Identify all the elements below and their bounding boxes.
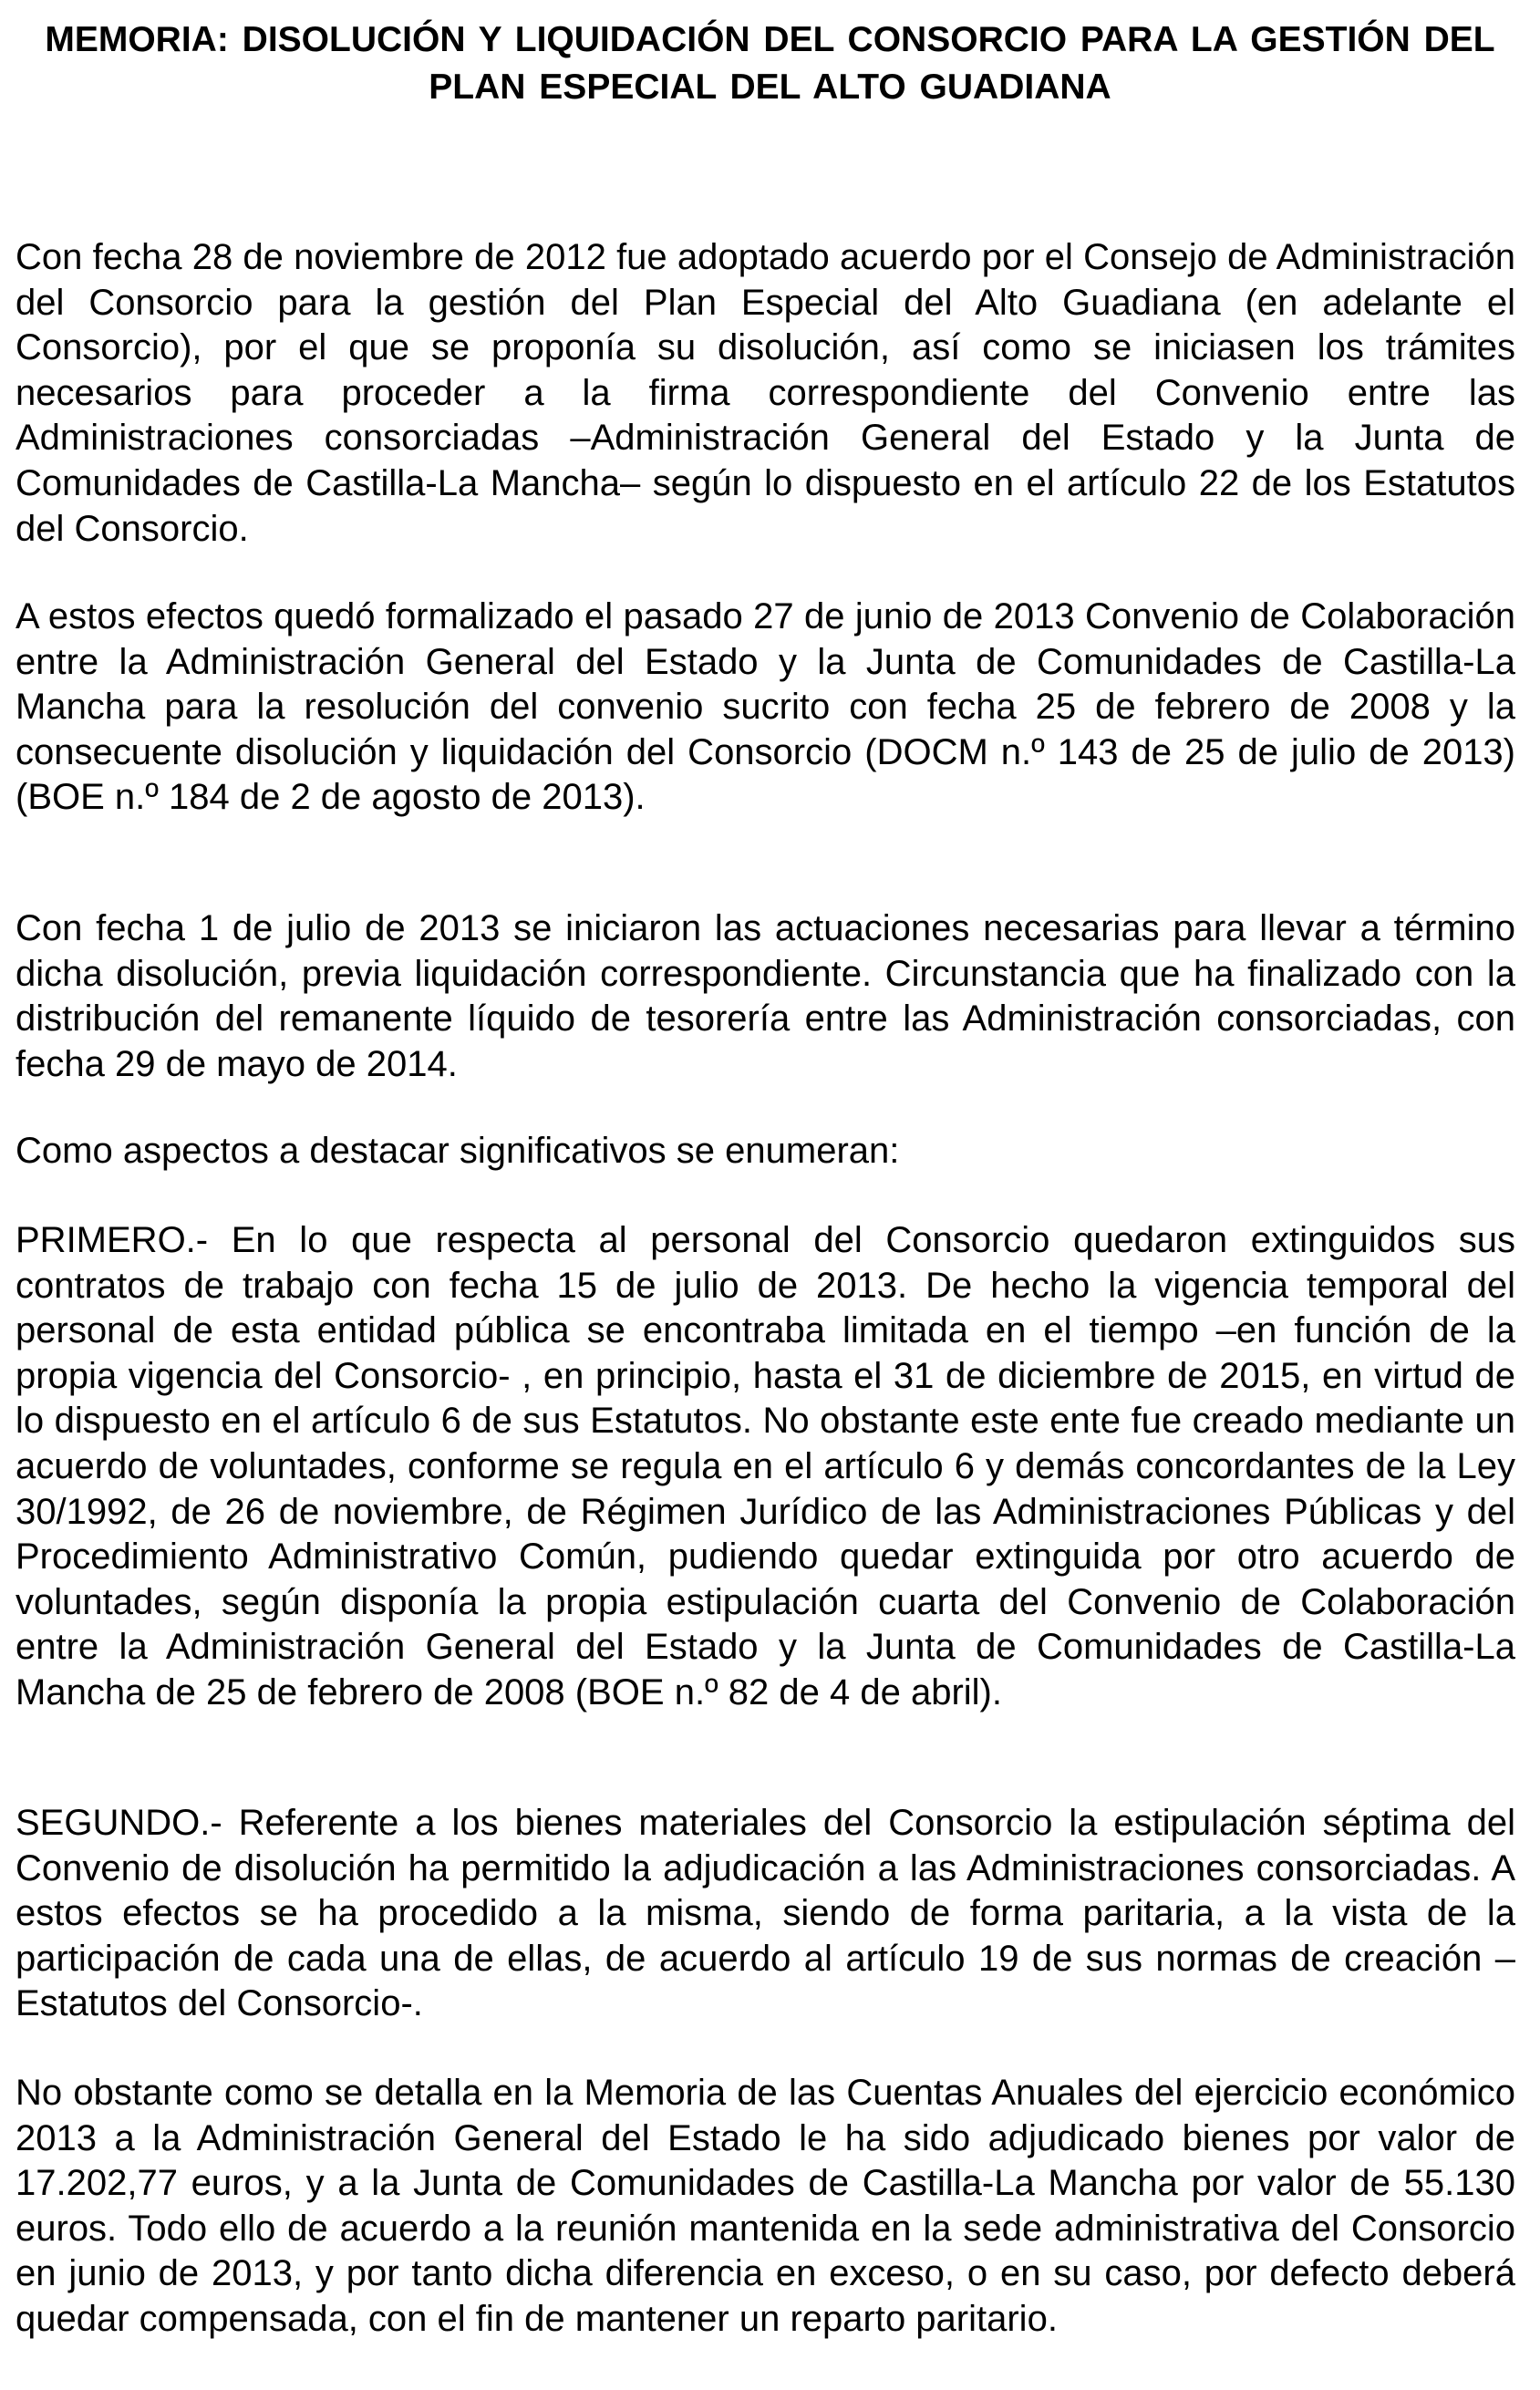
paragraph-adjudicacion-bienes: No obstante como se detalla en la Memoria de las Cuentas Anuales del ejercicio económico 2013 a la Administración General del Estado le ha sido adjudicado bienes por valor de 17.202,77 euros, y a la Junta de Comunidades de Castilla-La Mancha por valor de 55.130 euros. Todo ello de acuerdo a la reunión mantenida en la sede administrativa del Consorcio en junio de 2013, y por tanto dicha diferencia en exceso, o en su caso, por defecto deberá quedar compensada, con el fin de mantener un reparto paritario. — [16, 2073, 1515, 2339]
paragraph-actuaciones-liquidacion: Con fecha 1 de julio de 2013 se iniciaron las actuaciones necesarias para llevar a término dicha disolución, previa liquidación correspondiente. Circunstancia que ha finalizado con la distribución del remanente líquido de tesorería entre las Administración consorciadas, con fecha 29 de mayo de 2014. — [16, 908, 1515, 1084]
paragraph-aspectos-destacar: Como aspectos a destacar significativos se enumeran: — [16, 1131, 900, 1171]
document-title: MEMORIA: DISOLUCIÓN Y LIQUIDACIÓN DEL CONSORCIO PARA LA GESTIÓN DEL PLAN ESPECIAL DEL ALTO GUADIANA — [45, 20, 1495, 107]
paragraph-convenio-colaboracion: A estos efectos quedó formalizado el pasado 27 de junio de 2013 Convenio de Colaboración entre la Administración General del Estado y la Junta de Comunidades de Castilla-La Mancha para la resolución del convenio sucrito con fecha 25 de febrero de 2008 y la consecuente disolución y liquidación del Consorcio (DOCM n.º 143 de 25 de julio de 2013) (BOE n.º 184 de 2 de agosto de 2013). — [16, 596, 1515, 818]
paragraph-segundo-bienes: SEGUNDO.- Referente a los bienes materiales del Consorcio la estipulación séptima del Convenio de disolución ha permitido la adjudicación a las Administraciones consorciadas. A estos efectos se ha procedido a la misma, siendo de forma paritaria, a la vista de la participación de cada una de ellas, de acuerdo al artículo 19 de sus normas de creación –Estatutos del Consorcio-. — [16, 1803, 1515, 2024]
paragraph-acuerdo-disolucion: Con fecha 28 de noviembre de 2012 fue adoptado acuerdo por el Consejo de Administración del Consorcio para la gestión del Plan Especial del Alto Guadiana (en adelante el Consorcio), por el que se proponía su disolución, así como se iniciasen los trámites necesarios para proceder a la firma correspondiente del Convenio entre las Administraciones consorciadas –Administración General del Estado y la Junta de Comunidades de Castilla-La Mancha– según lo dispuesto en el artículo 22 de los Estatutos del Consorcio. — [16, 237, 1515, 549]
paragraph-primero-personal: PRIMERO.- En lo que respecta al personal del Consorcio quedaron extinguidos sus contratos de trabajo con fecha 15 de julio de 2013. De hecho la vigencia temporal del personal de esta entidad pública se encontraba limitada en el tiempo –en función de la propia vigencia del Consorcio- , en principio, hasta el 31 de diciembre de 2015, en virtud de lo dispuesto en el artículo 6 de sus Estatutos. No obstante este ente fue creado mediante un acuerdo de voluntades, conforme se regula en el artículo 6 y demás concordantes de la Ley 30/1992, de 26 de noviembre, de Régimen Jurídico de las Administraciones Públicas y del Procedimiento Administrativo Común, pudiendo quedar extinguida por otro acuerdo de voluntades, según disponía la propia estipulación cuarta del Convenio de Colaboración entre la Administración General del Estado y la Junta de Comunidades de Castilla-La Mancha de 25 de febrero de 2008 (BOE n.º 82 de 4 de abril). — [16, 1220, 1515, 1712]
